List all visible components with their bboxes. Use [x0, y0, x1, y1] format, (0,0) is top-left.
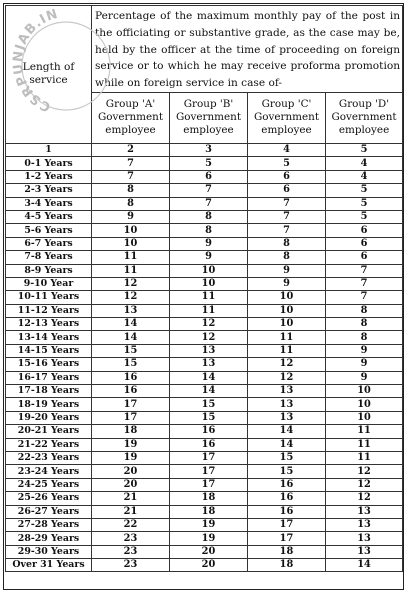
percentage-cell: 6 [248, 184, 326, 197]
percentage-cell: 4 [326, 170, 403, 183]
percentage-cell: 17 [170, 478, 248, 491]
percentage-cell: 7 [170, 197, 248, 210]
service-length-cell: 6-7 Years [6, 237, 92, 250]
table-row [6, 184, 403, 197]
percentage-cell: 8 [326, 331, 403, 344]
percentage-cell: 12 [92, 291, 170, 304]
percentage-cell: 14 [248, 438, 326, 451]
percentage-cell: 12 [170, 331, 248, 344]
percentage-cell: 9 [326, 358, 403, 371]
percentage-cell: 16 [248, 492, 326, 505]
table-row [6, 425, 403, 438]
percentage-cell: 13 [170, 344, 248, 357]
percentage-cell: 10 [326, 385, 403, 398]
percentage-cell: 6 [170, 170, 248, 183]
percentage-cell: 6 [326, 237, 403, 250]
percentage-cell: 9 [170, 251, 248, 264]
service-length-cell: 17-18 Years [6, 385, 92, 398]
percentage-cell: 21 [92, 492, 170, 505]
service-length-cell: 12-13 Years [6, 318, 92, 331]
service-length-cell: 8-9 Years [6, 264, 92, 277]
service-length-cell: 5-6 Years [6, 224, 92, 237]
percentage-cell: 4 [248, 143, 326, 156]
service-length-cell: 2-3 Years [6, 184, 92, 197]
table-row [6, 318, 403, 331]
service-length-cell: 24-25 Years [6, 478, 92, 491]
table-row [6, 237, 403, 250]
percentage-cell: 13 [92, 304, 170, 317]
percentage-cell: 16 [92, 385, 170, 398]
percentage-cell: 17 [248, 532, 326, 545]
table-row [6, 277, 403, 290]
percentage-cell: 17 [170, 465, 248, 478]
percentage-cell: 7 [248, 210, 326, 223]
percentage-cell: 15 [92, 358, 170, 371]
percentage-cell: 17 [92, 398, 170, 411]
service-length-cell: 18-19 Years [6, 398, 92, 411]
percentage-cell: 7 [248, 224, 326, 237]
table-row [6, 411, 403, 424]
table-row [6, 224, 403, 237]
percentage-cell: 3 [170, 143, 248, 156]
percentage-cell: 15 [248, 451, 326, 464]
table-row [6, 492, 403, 505]
percentage-cell: 17 [170, 451, 248, 464]
percentage-cell: 11 [326, 425, 403, 438]
percentage-cell: 8 [170, 224, 248, 237]
service-length-cell: 3-4 Years [6, 197, 92, 210]
percentage-cell: 8 [326, 318, 403, 331]
percentage-cell: 14 [248, 425, 326, 438]
percentage-cell: 8 [92, 184, 170, 197]
table-row [6, 505, 403, 518]
percentage-cell: 12 [326, 478, 403, 491]
percentage-cell: 10 [92, 237, 170, 250]
percentage-cell: 9 [326, 344, 403, 357]
group-b-header: Group 'B' Government employee [170, 92, 248, 143]
percentage-cell: 5 [326, 210, 403, 223]
group-a-header: Group 'A' Government employee [92, 92, 170, 143]
service-length-cell: 15-16 Years [6, 358, 92, 371]
service-length-cell: 28-29 Years [6, 532, 92, 545]
percentage-cell: 8 [248, 237, 326, 250]
percentage-cell: 7 [92, 170, 170, 183]
percentage-cell: 16 [170, 438, 248, 451]
percentage-cell: 6 [248, 170, 326, 183]
percentage-cell: 7 [326, 291, 403, 304]
percentage-cell: 18 [170, 492, 248, 505]
table-row [6, 559, 403, 572]
percentage-cell: 12 [248, 358, 326, 371]
percentage-cell: 13 [326, 505, 403, 518]
percentage-cell: 20 [170, 559, 248, 572]
percentage-cell: 11 [248, 331, 326, 344]
percentage-cell: 5 [326, 197, 403, 210]
percentage-cell: 13 [170, 358, 248, 371]
percentage-cell: 10 [248, 318, 326, 331]
percentage-cell: 11 [92, 251, 170, 264]
percentage-cell: 7 [326, 264, 403, 277]
service-length-cell: 11-12 Years [6, 304, 92, 317]
percentage-cell: 4 [326, 157, 403, 170]
percentage-cell: 2 [92, 143, 170, 156]
service-length-cell: 16-17 Years [6, 371, 92, 384]
percentage-cell: 16 [170, 425, 248, 438]
percentage-cell: 11 [326, 438, 403, 451]
service-length-cell: 20-21 Years [6, 425, 92, 438]
percentage-cell: 7 [326, 277, 403, 290]
table-row [6, 197, 403, 210]
percentage-cell: 7 [248, 197, 326, 210]
percentage-cell: 10 [326, 398, 403, 411]
percentage-cell: 9 [248, 277, 326, 290]
group-c-header: Group 'C' Government employee [248, 92, 326, 143]
table-row [6, 291, 403, 304]
percentage-cell: 13 [248, 411, 326, 424]
percentage-cell: 15 [170, 398, 248, 411]
percentage-cell: 17 [92, 411, 170, 424]
service-length-cell: 27-28 Years [6, 518, 92, 531]
table-row [6, 157, 403, 170]
service-length-cell: 4-5 Years [6, 210, 92, 223]
percentage-cell: 21 [92, 505, 170, 518]
percentage-cell: 23 [92, 532, 170, 545]
percentage-cell: 14 [92, 318, 170, 331]
percentage-cell: 9 [92, 210, 170, 223]
percentage-cell: 23 [92, 559, 170, 572]
percentage-cell: 20 [170, 545, 248, 558]
percentage-cell: 8 [170, 210, 248, 223]
percentage-cell: 19 [92, 438, 170, 451]
percentage-cell: 12 [326, 492, 403, 505]
percentage-cell: 19 [170, 518, 248, 531]
table-row [6, 385, 403, 398]
percentage-cell: 8 [92, 197, 170, 210]
percentage-cell: 17 [248, 518, 326, 531]
service-length-cell: 29-30 Years [6, 545, 92, 558]
percentage-cell: 14 [326, 559, 403, 572]
service-length-cell: Over 31 Years [6, 559, 92, 572]
percentage-cell: 5 [326, 143, 403, 156]
service-length-cell: 0-1 Years [6, 157, 92, 170]
percentage-cell: 9 [248, 264, 326, 277]
percentage-cell: 13 [248, 385, 326, 398]
table-row [6, 331, 403, 344]
table-row [6, 438, 403, 451]
table-row [6, 264, 403, 277]
percentage-cell: 13 [326, 532, 403, 545]
percentage-cell: 9 [326, 371, 403, 384]
percentage-cell: 6 [326, 224, 403, 237]
table-row [6, 398, 403, 411]
table-row [6, 518, 403, 531]
percentage-cell: 14 [92, 331, 170, 344]
service-length-cell: 19-20 Years [6, 411, 92, 424]
table-row [6, 251, 403, 264]
table-row [6, 170, 403, 183]
percentage-cell: 15 [92, 344, 170, 357]
table-row [6, 371, 403, 384]
percentage-cell: 10 [170, 264, 248, 277]
percentage-cell: 20 [92, 478, 170, 491]
table-body [6, 143, 403, 572]
percentage-cell: 8 [248, 251, 326, 264]
length-of-service-header: Length of service [6, 6, 92, 144]
percentage-cell: 14 [170, 371, 248, 384]
percentage-cell: 12 [170, 318, 248, 331]
percentage-cell: 10 [326, 411, 403, 424]
percentage-cell: 12 [326, 465, 403, 478]
percentage-cell: 19 [92, 451, 170, 464]
percentage-cell: 7 [92, 157, 170, 170]
percentage-cell: 18 [248, 559, 326, 572]
table-row [6, 358, 403, 371]
service-length-cell: 1 [6, 143, 92, 156]
percentage-cell: 23 [92, 545, 170, 558]
service-length-cell: 9-10 Year [6, 277, 92, 290]
service-length-cell: 14-15 Years [6, 344, 92, 357]
service-length-cell: 13-14 Years [6, 331, 92, 344]
percentage-cell: 16 [248, 478, 326, 491]
service-length-cell: 10-11 Years [6, 291, 92, 304]
percentage-cell: 11 [170, 291, 248, 304]
percentage-cell: 10 [170, 277, 248, 290]
percentage-cell: 13 [326, 545, 403, 558]
percentage-cell: 18 [248, 545, 326, 558]
service-length-cell: 23-24 Years [6, 465, 92, 478]
percentage-cell: 9 [170, 237, 248, 250]
percentage-cell: 5 [248, 157, 326, 170]
table-row [6, 210, 403, 223]
percentage-cell: 6 [326, 251, 403, 264]
table-row [6, 451, 403, 464]
percentage-cell: 11 [92, 264, 170, 277]
service-length-cell: 7-8 Years [6, 251, 92, 264]
table-row [6, 478, 403, 491]
watermark-text: CSRPUNJAB.IN [10, 6, 61, 114]
percentage-cell: 16 [92, 371, 170, 384]
percentage-cell: 18 [92, 425, 170, 438]
service-length-cell: 1-2 Years [6, 170, 92, 183]
percentage-cell: 10 [248, 304, 326, 317]
group-d-header: Group 'D' Government employee [326, 92, 403, 143]
percentage-cell: 11 [248, 344, 326, 357]
percentage-cell: 15 [170, 411, 248, 424]
percentage-cell: 12 [248, 371, 326, 384]
percentage-cell: 8 [326, 304, 403, 317]
table-row [6, 143, 403, 156]
table-row [6, 344, 403, 357]
percentage-cell: 13 [248, 398, 326, 411]
percentage-cell: 7 [170, 184, 248, 197]
percentage-cell: 14 [170, 385, 248, 398]
percentage-cell: 18 [170, 505, 248, 518]
percentage-cell: 11 [170, 304, 248, 317]
percentage-cell: 20 [92, 465, 170, 478]
percentage-cell: 22 [92, 518, 170, 531]
table-row [6, 465, 403, 478]
percentage-cell: 12 [92, 277, 170, 290]
percentage-cell: 15 [248, 465, 326, 478]
percentage-cell: 5 [170, 157, 248, 170]
percentage-cell: 11 [326, 451, 403, 464]
table-row [6, 532, 403, 545]
percentage-cell: 16 [248, 505, 326, 518]
percentage-cell: 10 [92, 224, 170, 237]
table-row [6, 545, 403, 558]
service-length-cell: 22-23 Years [6, 451, 92, 464]
percentage-description-header: Percentage of the maximum monthly pay of the post in the officiating or substantive grade, as the case may be, held by the officer at the time of proceeding on foreign service or to which he may receive proforma promotion while on foreign service in case of- [92, 6, 403, 93]
percentage-cell: 19 [170, 532, 248, 545]
service-length-cell: 21-22 Years [6, 438, 92, 451]
percentage-cell: 10 [248, 291, 326, 304]
pay-percentage-table [5, 5, 403, 572]
percentage-cell: 5 [326, 184, 403, 197]
service-length-cell: 25-26 Years [6, 492, 92, 505]
table-row [6, 304, 403, 317]
percentage-cell: 13 [326, 518, 403, 531]
service-length-cell: 26-27 Years [6, 505, 92, 518]
